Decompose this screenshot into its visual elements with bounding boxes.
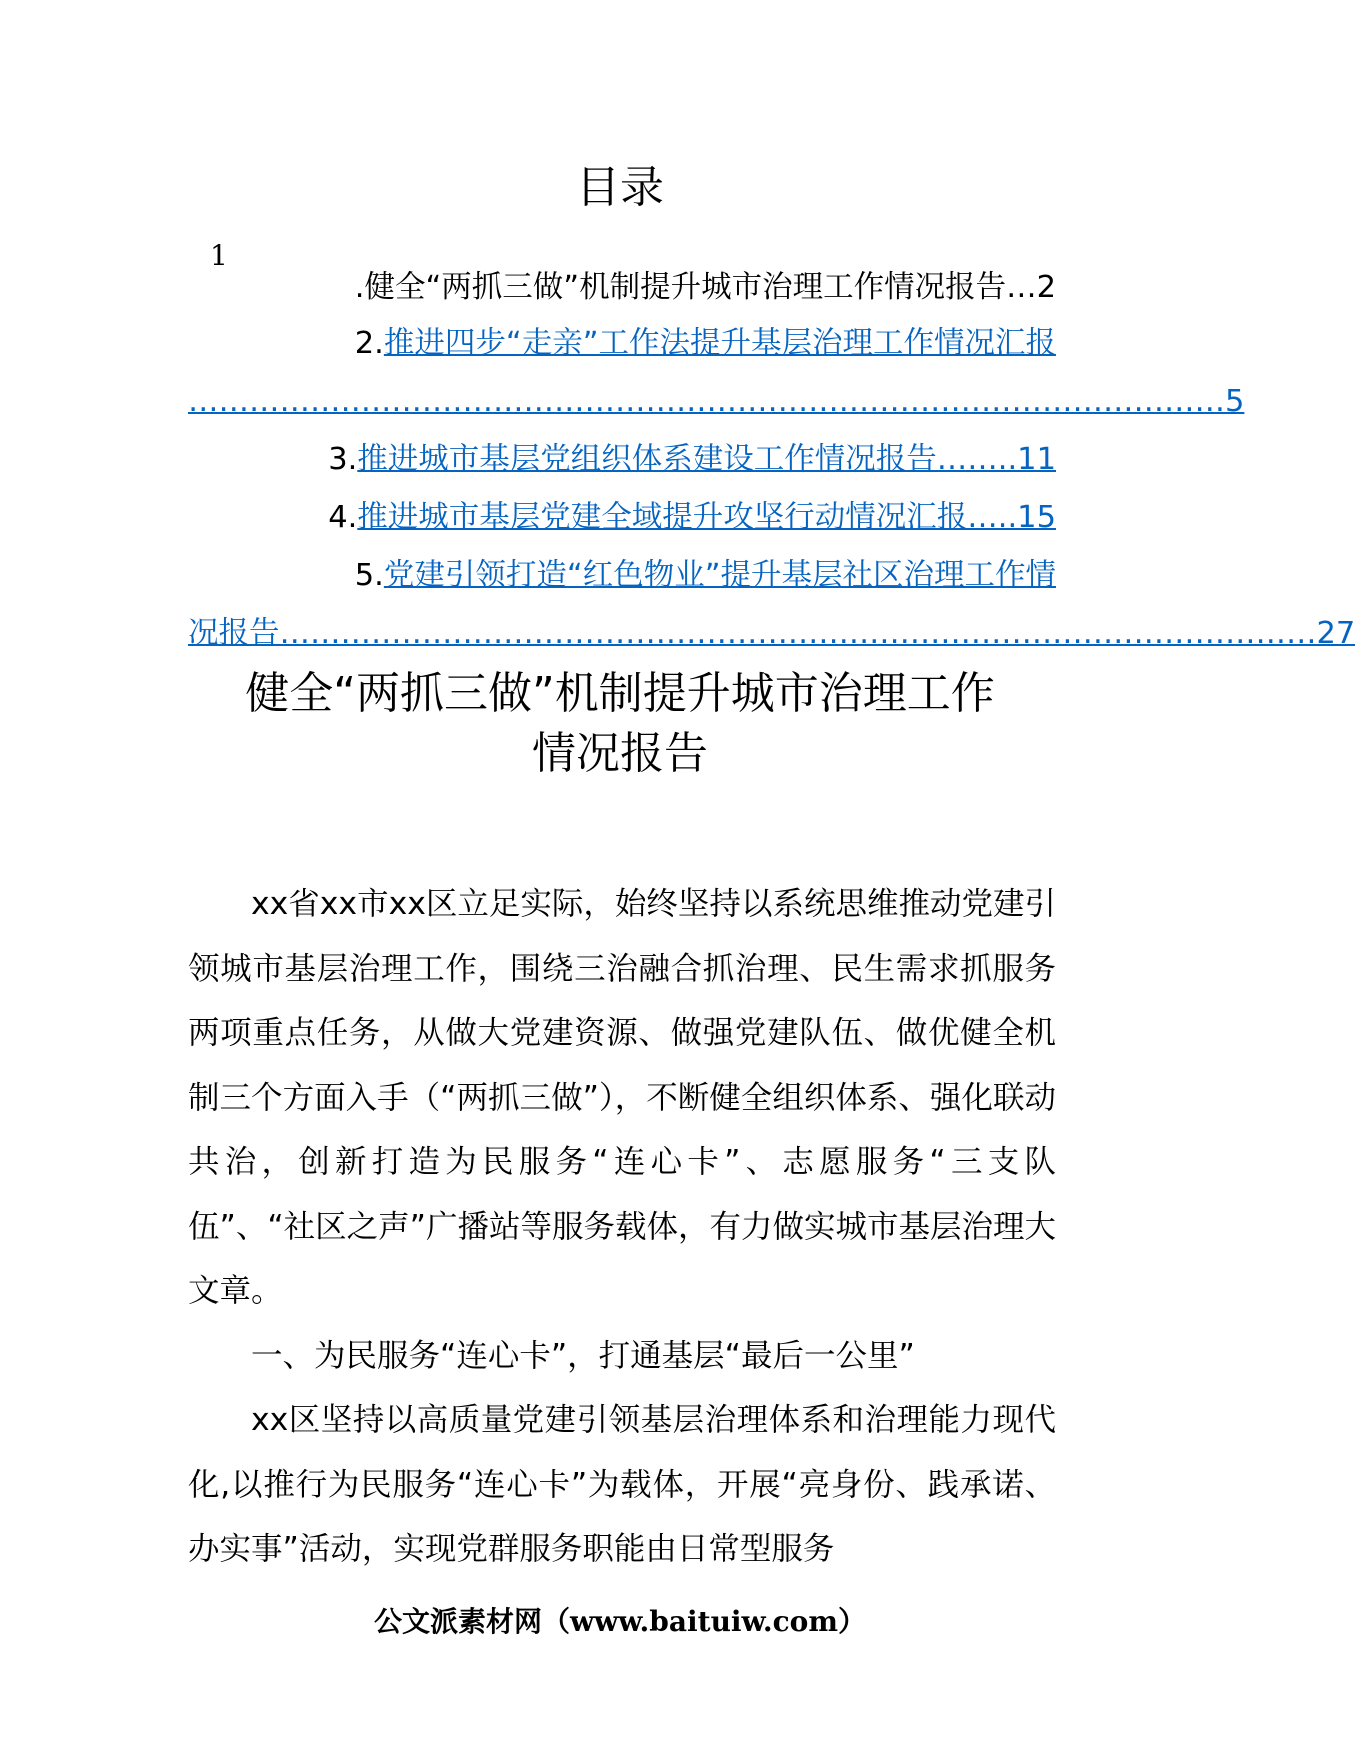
toc-item-2-leader[interactable]: [188, 380, 1245, 424]
toc-item-5-page[interactable]: 27: [1316, 616, 1355, 651]
toc-item-3[interactable]: [188, 438, 1056, 482]
toc-item-5-number: 5.: [354, 558, 384, 593]
toc-item-2-link[interactable]: 推进四步“走亲”工作法提升基层治理工作情况汇报: [383, 326, 1056, 361]
toc-item-5-dots[interactable]: …………………………………………………………………………………………: [279, 616, 1317, 651]
toc-item-2[interactable]: [188, 322, 1056, 366]
document-title-line-1: 健全“两抓三做”机制提升城市治理工作: [245, 668, 995, 719]
toc-item-1-text[interactable]: .健全“两抓三做”机制提升城市治理工作情况报告…2: [354, 270, 1056, 305]
toc-item-1[interactable]: [188, 266, 1056, 310]
toc-title: 目录: [576, 162, 664, 213]
toc-item-3-number: 3.: [328, 442, 358, 477]
toc-item-5-leader[interactable]: [188, 612, 1355, 656]
toc-item-5-link[interactable]: 党建引领打造“红色物业”提升基层社区治理工作情: [383, 558, 1056, 593]
toc-item-4-number: 4.: [328, 500, 358, 535]
body-paragraph-intro: xx省xx市xx区立足实际，始终坚持以系统思维推动党建引领城市基层治理工作，围绕三治融合抓治理、民生需求抓服务两项重点任务，从做大党建资源、做强党建队伍、做优健全机制三个方面入手（“两抓三做”），不断健全组织体系、强化联动共治，创新打造为民服务“连心卡”、志愿服务“三支队伍”、“社区之声”广播站等服务载体，有力做实城市基层治理大文章。: [188, 886, 1056, 1309]
toc-item-5[interactable]: [188, 554, 1056, 598]
document-body: [188, 872, 1056, 1582]
toc-item-2-page[interactable]: 5: [1225, 384, 1245, 419]
body-paragraph: xx区坚持以高质量党建引领基层治理体系和治理能力现代化,以推行为民服务“连心卡”为载体，开展“亮身份、践承诺、办实事”活动，实现党群服务职能由日常型服务: [188, 1402, 1056, 1567]
toc-item-2-dots[interactable]: …………………………………………………………………………………………: [188, 384, 1225, 419]
document-title-line-2: 情况报告: [532, 728, 708, 779]
toc-item-number: 1: [210, 239, 228, 272]
toc-item-2-number: 2.: [354, 326, 384, 361]
toc-item-4[interactable]: [188, 496, 1056, 540]
footer-watermark: 公文派素材网（www.baituiw.com）: [374, 1605, 866, 1638]
section-heading: 一、为民服务“连心卡”，打通基层“最后一公里”: [251, 1337, 915, 1374]
toc-item-5-link-cont[interactable]: 况报告: [188, 616, 280, 651]
toc-item-3-link[interactable]: 推进城市基层党组织体系建设工作情况报告……..11: [357, 442, 1056, 477]
toc-item-4-link[interactable]: 推进城市基层党建全域提升攻坚行动情况汇报…..15: [357, 500, 1056, 535]
